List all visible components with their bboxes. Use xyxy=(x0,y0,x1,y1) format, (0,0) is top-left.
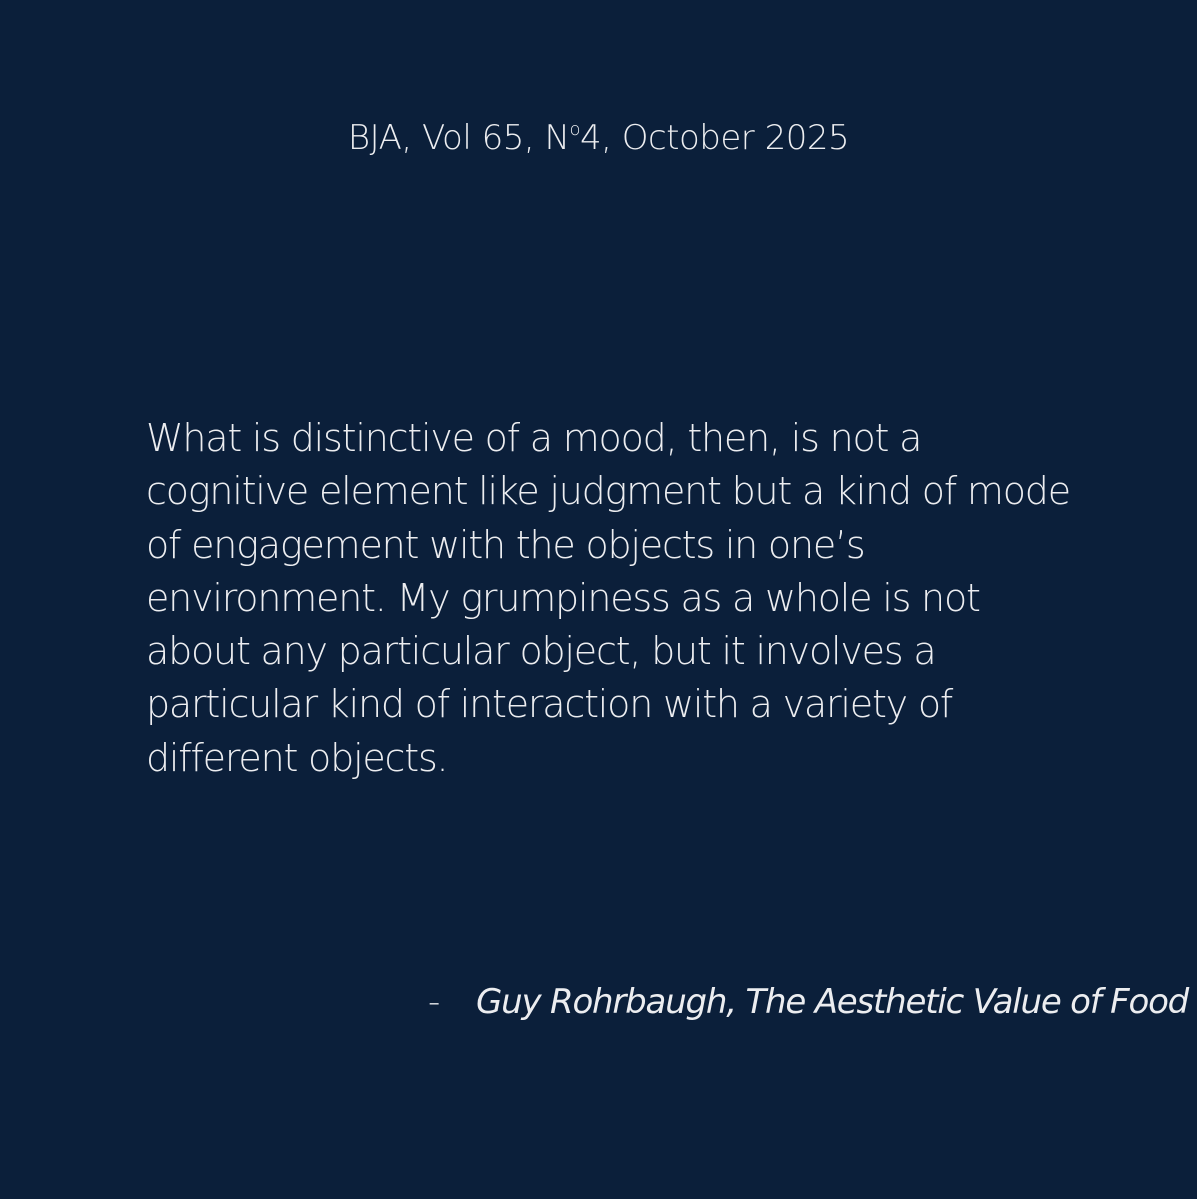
quote-line-7: different objects. xyxy=(146,735,448,780)
quote-line-2: cognitive element like judgment but a kind of mode xyxy=(146,469,1070,514)
quote-line-3: of engagement with the objects in one’s xyxy=(146,522,865,567)
citation-suffix: 4, October 2025 xyxy=(579,118,850,158)
journal-citation xyxy=(0,118,1197,158)
attribution xyxy=(428,982,1188,1022)
citation-prefix: BJA, Vol 65, N xyxy=(347,118,570,158)
citation-number-superscript: o xyxy=(569,119,580,140)
quote-line-6: particular kind of interaction with a variety of xyxy=(146,682,953,727)
attribution-source: Guy Rohrbaugh, The Aesthetic Value of Food xyxy=(476,982,1189,1022)
quote-line-5: about any particular object, but it involves a xyxy=(146,629,936,674)
attribution-dash: - xyxy=(428,982,440,1022)
quote-text xyxy=(146,412,1070,785)
quote-line-1: What is distinctive of a mood, then, is not a xyxy=(146,416,922,460)
quote-line-4: environment. My grumpiness as a whole is not xyxy=(146,575,980,620)
